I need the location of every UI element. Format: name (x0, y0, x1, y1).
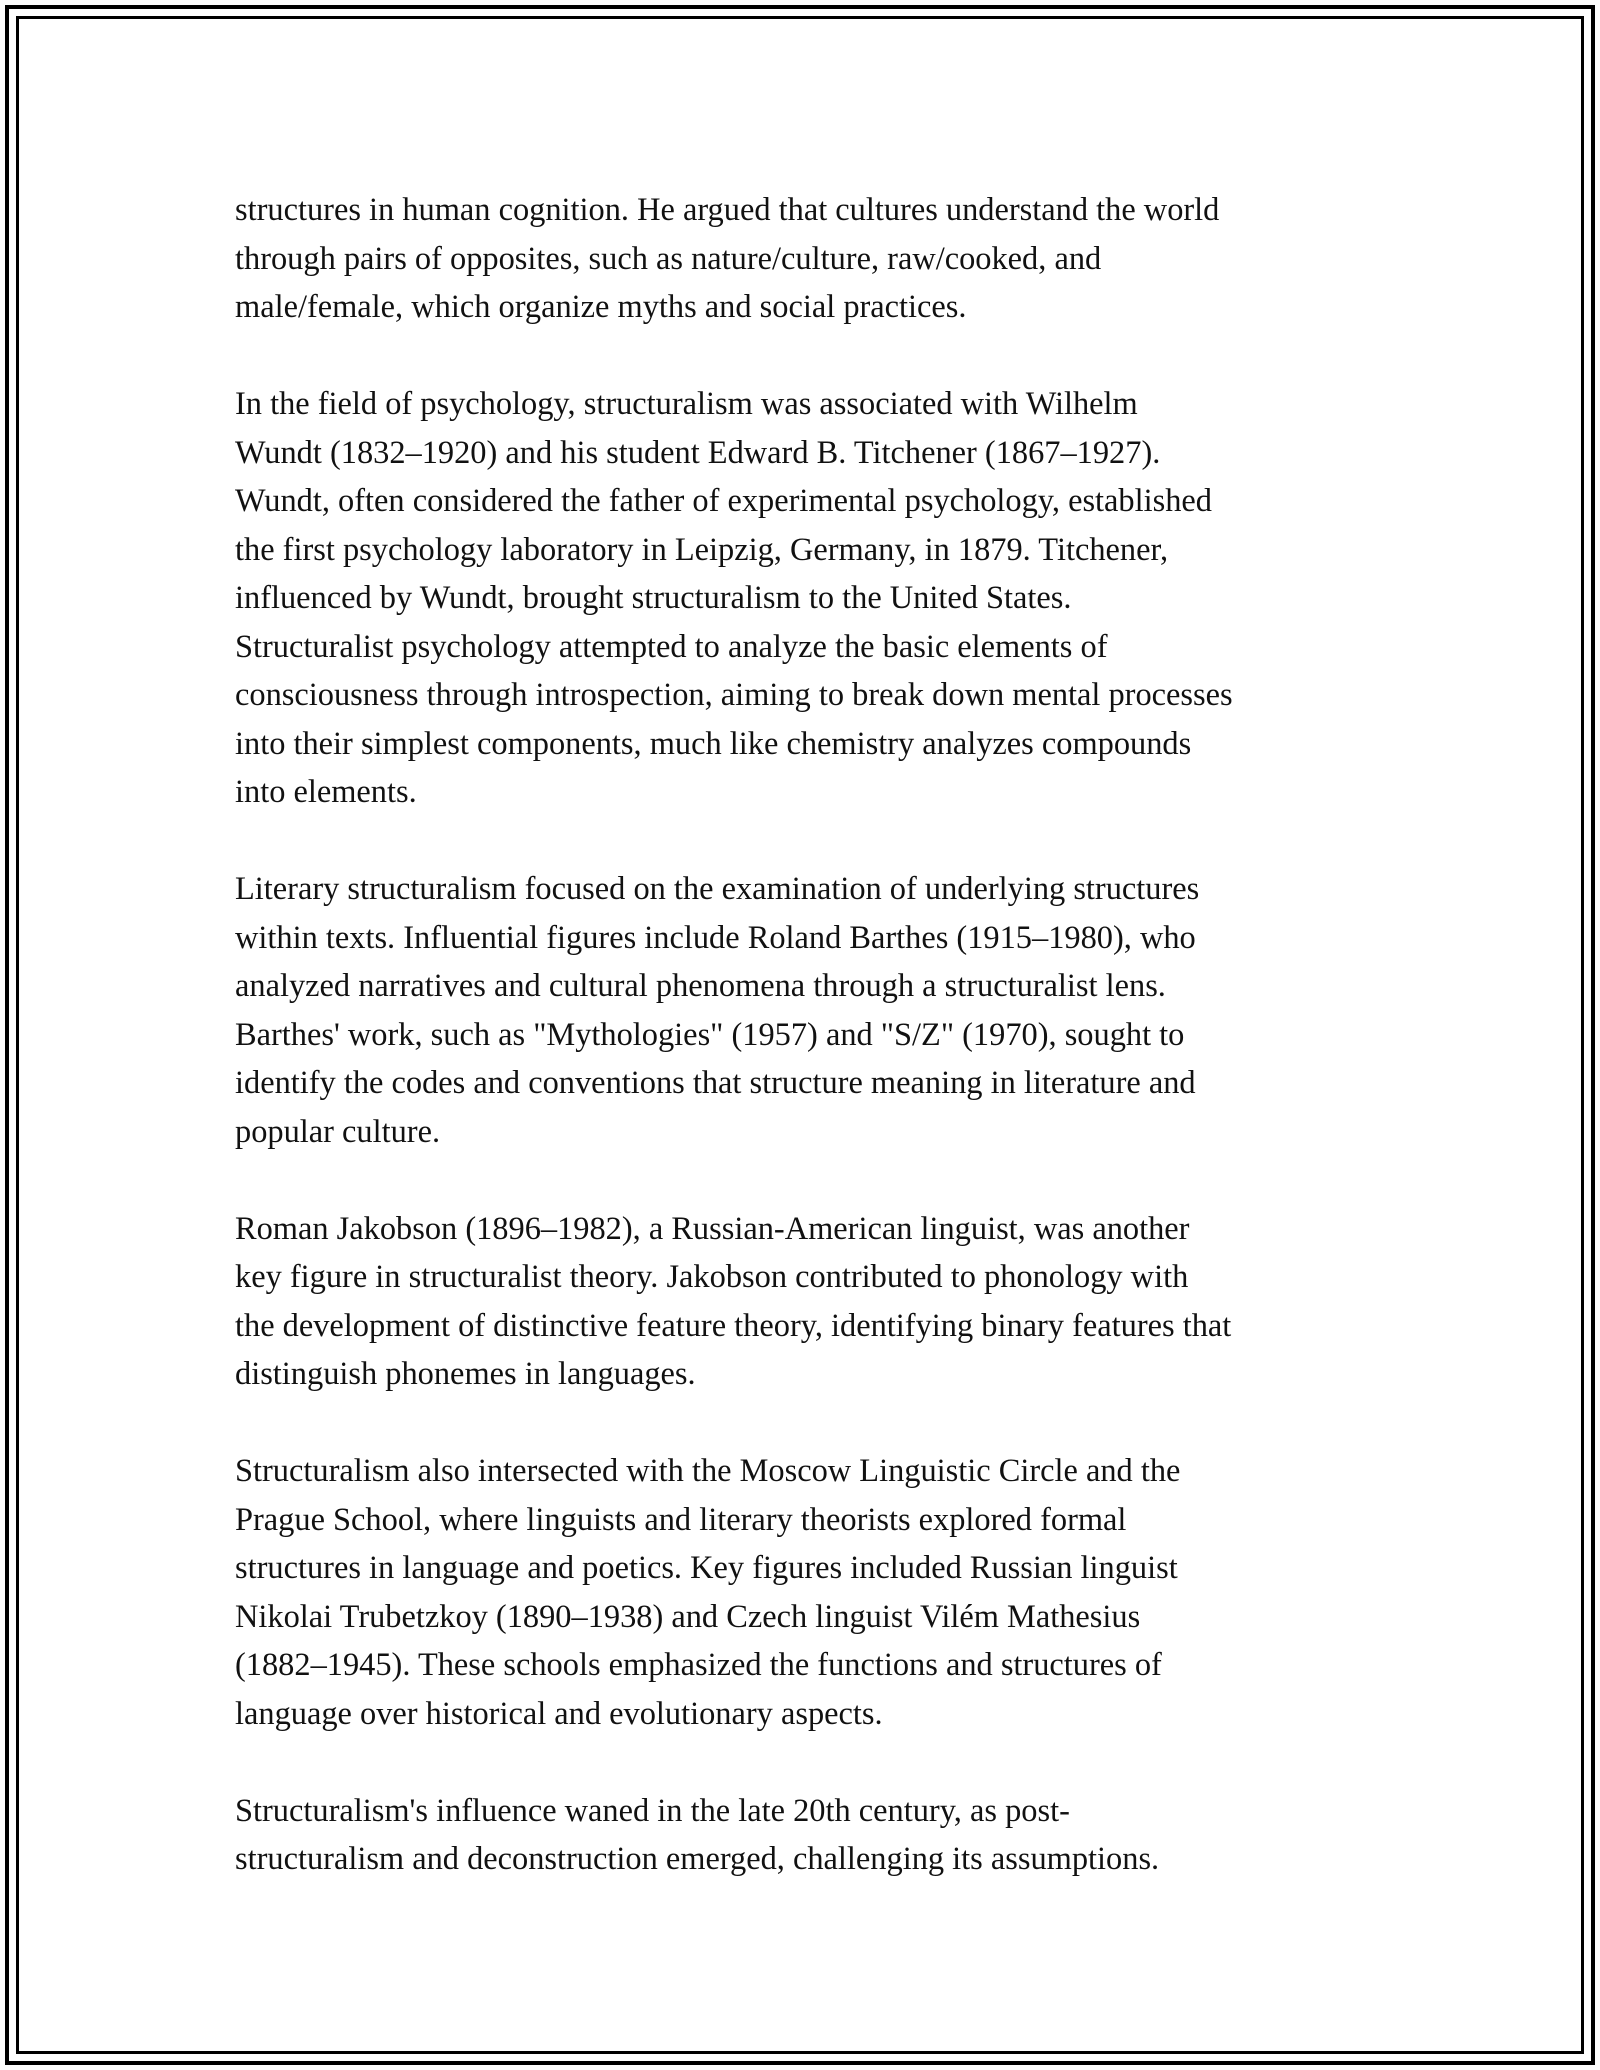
paragraph-psychology (235, 380, 1375, 817)
text-line: Structuralist psychology attempted to analyze the basic elements of (235, 628, 1108, 665)
text-line: Literary structuralism focused on the examination of underlying structures (235, 871, 1200, 907)
text-line: the development of distinctive feature theory, identifying binary features that (235, 1307, 1232, 1344)
paragraph-jakobson (235, 1205, 1375, 1399)
text-line: influenced by Wundt, brought structuralism to the United States. (235, 580, 1072, 616)
text-line: consciousness through introspection, aiming to break down mental processes (235, 677, 1233, 713)
text-line: In the field of psychology, structuralism was associated with Wilhelm (235, 386, 1138, 422)
text-line: Structuralism also intersected with the Moscow Linguistic Circle and the (235, 1453, 1181, 1489)
text-line: (1882–1945). These schools emphasized the functions and structures of (235, 1647, 1162, 1683)
text-line: through pairs of opposites, such as nature/culture, raw/cooked, and (235, 240, 1102, 277)
text-line: distinguish phonemes in languages. (235, 1356, 696, 1392)
text-line: Roman Jakobson (1896–1982), a Russian-American linguist, was another (235, 1210, 1190, 1247)
text-line: key figure in structuralist theory. Jakobson contributed to phonology with (235, 1259, 1189, 1295)
text-line: into their simplest components, much like chemistry analyzes compounds (235, 725, 1192, 762)
text-line: into elements. (235, 774, 417, 810)
paragraph-literary (235, 865, 1375, 1156)
paragraph-cognition (235, 186, 1375, 332)
text-line: structuralism and deconstruction emerged, challenging its assumptions. (235, 1841, 1160, 1877)
text-line: popular culture. (235, 1113, 441, 1150)
text-line: identify the codes and conventions that structure meaning in literature and (235, 1065, 1196, 1101)
text-line: Prague School, where linguists and literary theorists explored formal (235, 1501, 1127, 1538)
document-body (235, 186, 1375, 1932)
paragraph-decline (235, 1787, 1375, 1884)
paragraph-prague-school (235, 1447, 1375, 1738)
text-line: Wundt (1832–1920) and his student Edward B. Titchener (1867–1927). (235, 434, 1161, 471)
text-line: within texts. Influential figures include Roland Barthes (1915–1980), who (235, 919, 1196, 956)
text-line: analyzed narratives and cultural phenomena through a structuralist lens. (235, 968, 1166, 1004)
text-line: language over historical and evolutionary aspects. (235, 1695, 883, 1732)
text-line: structures in human cognition. He argued that cultures understand the world (235, 192, 1220, 228)
text-line: Nikolai Trubetzkoy (1890–1938) and Czech linguist Vilém Mathesius (235, 1598, 1141, 1635)
text-line: Wundt, often considered the father of experimental psychology, established (235, 483, 1213, 519)
text-line: structures in language and poetics. Key figures included Russian linguist (235, 1550, 1178, 1586)
text-line: the first psychology laboratory in Leipzig, Germany, in 1879. Titchener, (235, 531, 1169, 568)
text-line: Structuralism's influence waned in the late 20th century, as post- (235, 1792, 1070, 1829)
text-line: male/female, which organize myths and social practices. (235, 289, 967, 325)
text-line: Barthes' work, such as "Mythologies" (1957) and "S/Z" (1970), sought to (235, 1016, 1185, 1053)
